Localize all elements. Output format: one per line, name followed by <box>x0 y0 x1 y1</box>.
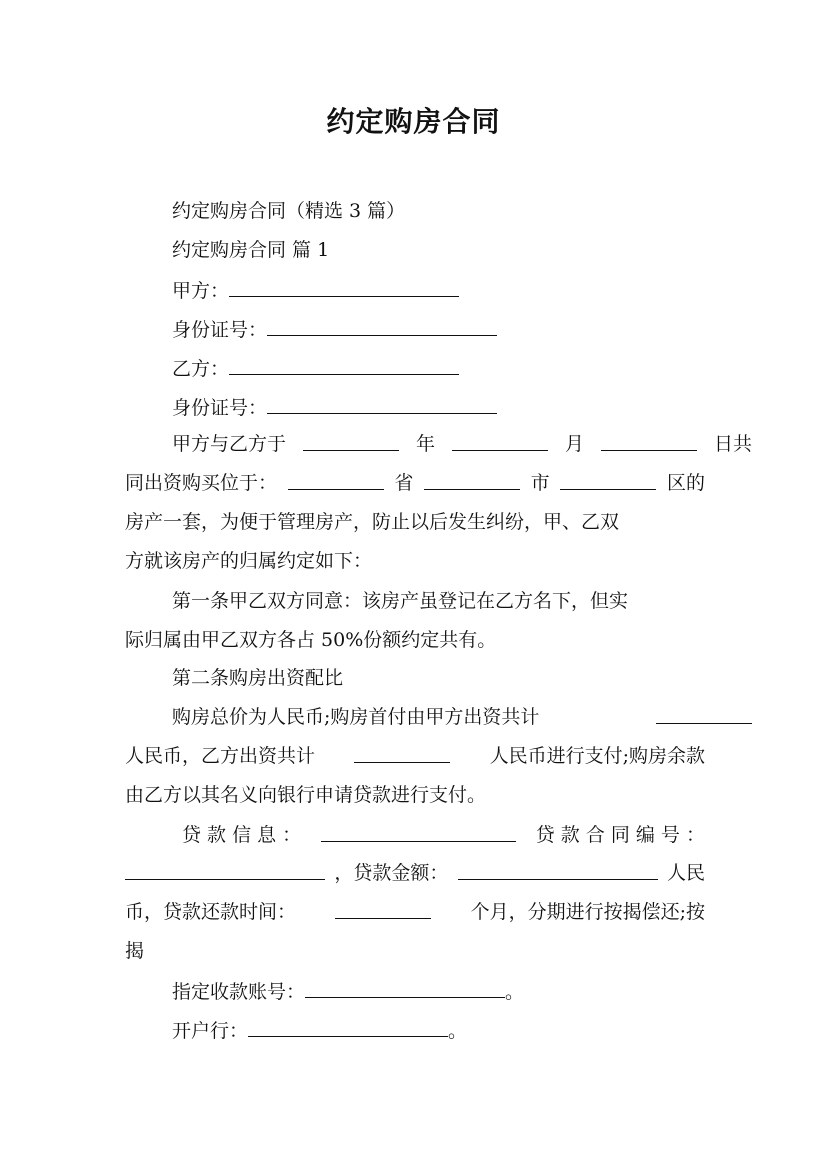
day-blank <box>601 432 697 451</box>
province-blank <box>288 471 384 490</box>
text-span: 币，贷款还款时间： <box>125 901 297 923</box>
year-blank <box>303 432 399 451</box>
id-a-label: 身份证号： <box>172 319 268 341</box>
id-a-blank <box>267 317 497 336</box>
party-b-label: 乙方： <box>172 358 230 380</box>
month-blank <box>452 432 548 451</box>
party-a-line <box>125 278 752 303</box>
paragraph-line <box>125 510 705 534</box>
repayment-months-blank <box>335 900 431 919</box>
article-1-line <box>125 589 752 613</box>
party-b-payment-blank <box>354 744 450 763</box>
text-span: 。 <box>448 1020 468 1042</box>
loan-info-line <box>125 823 705 847</box>
bank-line <box>125 1018 752 1043</box>
section-heading <box>125 238 752 262</box>
text-span: 际归属由甲乙双方各占 50%份额约定共有。 <box>125 629 497 651</box>
text-span: 人民币进行支付;购房余款 <box>489 745 705 767</box>
text-span: 同出资购买位于： <box>125 472 278 494</box>
text-span: 市 <box>530 472 550 494</box>
id-b-blank <box>267 395 497 414</box>
party-b-blank <box>229 356 459 375</box>
text-span: 。 <box>505 981 525 1003</box>
text-span: 购房总价为人民币;购房首付由甲方出资共计 <box>172 706 540 728</box>
id-b-line <box>125 395 752 420</box>
section-heading-text: 约定购房合同 篇 1 <box>172 239 330 261</box>
text-span: 省 <box>394 472 414 494</box>
article-2-line <box>125 783 705 807</box>
text-span: 甲方与乙方于 <box>172 433 287 455</box>
paragraph-line <box>125 471 705 495</box>
text-span: 由乙方以其名义向银行申请贷款进行支付。 <box>125 784 487 806</box>
subtitle-text: 约定购房合同（精选 3 篇） <box>172 200 406 222</box>
party-a-label: 甲方： <box>172 280 230 302</box>
text-span: 年 <box>415 433 435 455</box>
text-span: 贷 款 合 同 编 号 ： <box>535 824 705 846</box>
article-2-line <box>125 744 705 768</box>
loan-info-line <box>125 861 705 885</box>
text-span: 第一条甲乙双方同意：该房产虽登记在乙方名下，但实 <box>172 590 629 612</box>
text-span: 人民 <box>666 862 705 884</box>
text-span: 贷 款 信 息 ： <box>182 824 302 846</box>
article-2-line <box>125 705 752 729</box>
id-b-label: 身份证号： <box>172 397 268 419</box>
loan-info-line <box>125 900 705 924</box>
article-1-line <box>125 628 705 652</box>
text-span: 月 <box>564 433 584 455</box>
id-a-line <box>125 317 752 342</box>
loan-info-line <box>125 939 705 963</box>
text-span: 方就该房产的归属约定如下： <box>125 550 373 572</box>
party-b-line <box>125 356 752 381</box>
document-title: 约定购房合同 <box>326 105 501 138</box>
bank-label: 开户行： <box>172 1020 249 1042</box>
party-a-blank <box>229 278 459 297</box>
text-span: 日共 <box>713 433 752 455</box>
loan-info-blank <box>321 823 516 842</box>
account-line <box>125 979 752 1004</box>
text-span: ，贷款金额： <box>334 862 449 884</box>
city-blank <box>424 471 520 490</box>
text-span: 房产一套，为便于管理房产，防止以后发生纠纷，甲、乙双 <box>125 511 620 533</box>
account-label: 指定收款账号： <box>172 981 306 1003</box>
paragraph-line <box>125 549 705 573</box>
bank-blank <box>248 1018 448 1037</box>
subtitle-line <box>125 199 752 223</box>
paragraph-line <box>125 432 752 456</box>
loan-contract-number-blank <box>125 861 325 880</box>
text-span: 第二条购房出资配比 <box>172 667 344 689</box>
loan-amount-blank <box>458 861 658 880</box>
text-span: 区的 <box>666 472 705 494</box>
account-blank <box>305 979 505 998</box>
text-span: 揭 <box>125 940 145 962</box>
text-span: 人民币，乙方出资共计 <box>125 745 316 767</box>
party-a-payment-blank <box>656 705 752 724</box>
district-blank <box>560 471 656 490</box>
article-2-heading <box>125 666 752 690</box>
text-span: 个月，分期进行按揭偿还;按 <box>470 901 705 923</box>
